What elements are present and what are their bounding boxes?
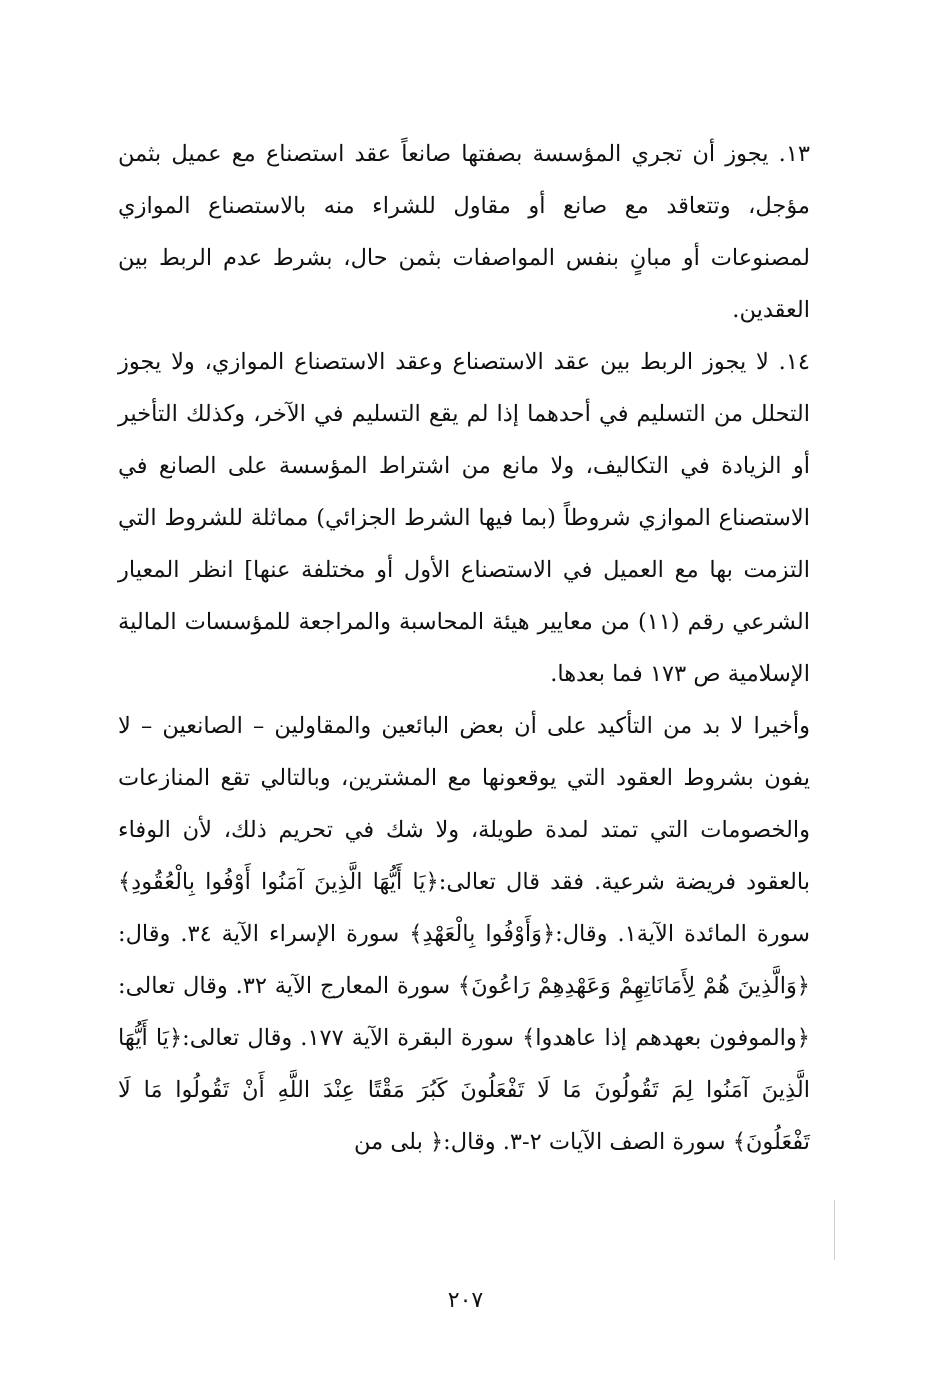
- paragraph-conclusion: وأخيرا لا بد من التأكيد على أن بعض البائعين والمقاولين – الصانعين – لا يفون بشروط العقود التي يوقعونها مع المشترين، وبالتالي تقع المنازعات والخصومات التي تمتد لمدة طويلة، ولا شك في تحريم ذلك، لأن الوفاء بالعقود فريضة شرعية. فقد قال تعالى:﴿يَا أَيُّهَا الَّذِينَ آمَنُوا أَوْفُوا بِالْعُقُودِ﴾ سورة المائدة الآية١. وقال:﴿وَأَوْفُوا بِالْعَهْدِ﴾ سورة الإسراء الآية ٣٤. وقال:﴿وَالَّذِينَ هُمْ لِأَمَانَاتِهِمْ وَعَهْدِهِمْ رَاعُونَ﴾ سورة المعارج الآية ٣٢. وقال تعالى:﴿والموفون بعهدهم إذا عاهدوا﴾ سورة البقرة الآية ١٧٧. وقال تعالى:﴿يَا أَيُّهَا الَّذِينَ آمَنُوا لِمَ تَقُولُونَ مَا لَا تَفْعَلُونَ كَبُرَ مَقْتًا عِنْدَ اللَّهِ أَنْ تَقُولُوا مَا لَا تَفْعَلُونَ﴾ سورة الصف الآيات ٢-٣. وقال:﴿ بلى من: [118, 713, 810, 1155]
- page-number: ٢٠٧: [447, 1288, 484, 1313]
- paragraph-13: ١٣. يجوز أن تجري المؤسسة بصفتها صانعاً عقد استصناع مع عميل بثمن مؤجل، وتتعاقد مع صانع أو مقاول للشراء منه بالاستصناع الموازي لمصنوعات أو مبانٍ بنفس المواصفات بثمن حال، بشرط عدم الربط بين العقدين.: [118, 141, 810, 323]
- body-text: [118, 128, 810, 1168]
- paragraph-14: ١٤. لا يجوز الربط بين عقد الاستصناع وعقد الاستصناع الموازي، ولا يجوز التحلل من التسليم في أحدهما إذا لم يقع التسليم في الآخر، وكذلك التأخير أو الزيادة في التكاليف، ولا مانع من اشتراط المؤسسة على الصانع في الاستصناع الموازي شروطاً (بما فيها الشرط الجزائي) مماثلة للشروط التي التزمت بها مع العميل في الاستصناع الأول أو مختلفة عنها] انظر المعيار الشرعي رقم (١١) من معايير هيئة المحاسبة والمراجعة للمؤسسات المالية الإسلامية ص ١٧٣ فما بعدها.: [118, 349, 810, 687]
- page-edge-mark: [834, 1200, 835, 1260]
